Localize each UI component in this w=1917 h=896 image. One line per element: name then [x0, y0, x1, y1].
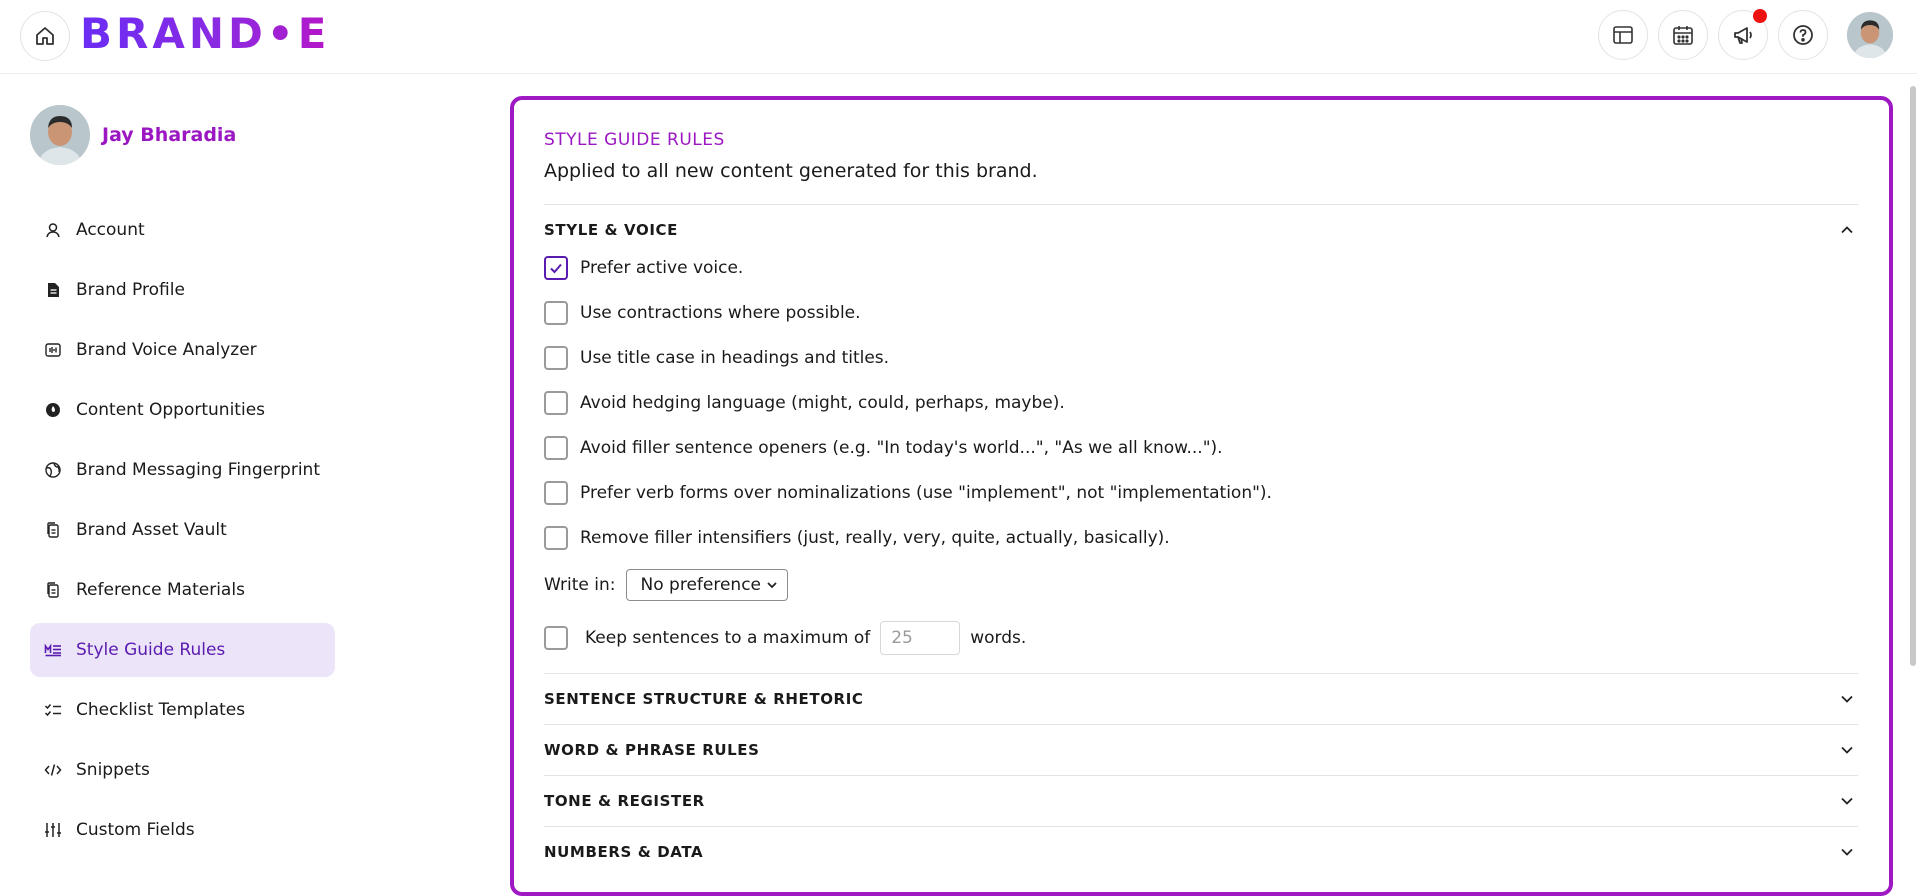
calendar-icon — [1671, 23, 1695, 47]
sidebar-item-label: Brand Voice Analyzer — [76, 340, 257, 360]
globe-icon — [44, 461, 62, 479]
sliders-icon — [44, 821, 62, 839]
rule-checkbox[interactable] — [544, 481, 568, 505]
sidebar-item-label: Custom Fields — [76, 820, 195, 840]
sidebar-item-label: Reference Materials — [76, 580, 245, 600]
rule-checkbox[interactable] — [544, 256, 568, 280]
page-eyebrow: STYLE GUIDE RULES — [544, 130, 725, 150]
profile-block[interactable] — [30, 105, 236, 165]
code-icon — [44, 761, 62, 779]
rule-label: Use title case in headings and titles. — [580, 347, 890, 368]
rule-checkbox[interactable] — [544, 346, 568, 370]
sidebar-item-brand-messaging-fingerprint[interactable] — [30, 443, 335, 497]
section-title: TONE & REGISTER — [544, 792, 705, 810]
help-button[interactable] — [1778, 10, 1828, 60]
sidebar-item-label: Brand Messaging Fingerprint — [76, 460, 321, 480]
chevron-down-icon — [765, 578, 779, 592]
sidebar-item-content-opportunities[interactable] — [30, 383, 335, 437]
check-icon — [548, 260, 564, 276]
scrollbar-thumb[interactable] — [1910, 86, 1916, 666]
rule-row[interactable] — [544, 290, 1858, 335]
sidebar-item-custom-fields[interactable] — [30, 803, 335, 857]
rule-checkbox[interactable] — [544, 391, 568, 415]
chevron-down-icon[interactable] — [1838, 741, 1856, 759]
write-in-select[interactable] — [626, 569, 788, 601]
sidebar-item-snippets[interactable] — [30, 743, 335, 797]
markdown-icon — [44, 641, 62, 659]
section-header-sentence-structure[interactable] — [544, 674, 1858, 724]
user-icon — [44, 221, 62, 239]
max-sentence-prefix: Keep sentences to a maximum of — [585, 627, 871, 648]
rule-label: Prefer verb forms over nominalizations (use "implement", not "implementation"). — [580, 482, 1272, 503]
layout-button[interactable] — [1598, 10, 1648, 60]
sidebar — [0, 75, 360, 862]
calendar-button[interactable] — [1658, 10, 1708, 60]
document-icon — [44, 281, 62, 299]
style-voice-rules — [544, 245, 1858, 665]
avatar[interactable] — [30, 105, 90, 165]
sidebar-nav — [30, 203, 335, 863]
max-sentence-suffix: words. — [970, 627, 1027, 648]
rule-checkbox[interactable] — [544, 436, 568, 460]
rule-row[interactable] — [544, 335, 1858, 380]
sidebar-item-label: Checklist Templates — [76, 700, 246, 720]
files-icon — [44, 581, 62, 599]
sidebar-item-label: Brand Asset Vault — [76, 520, 227, 540]
rule-checkbox[interactable] — [544, 301, 568, 325]
avatar-image — [30, 105, 90, 165]
sidebar-item-label: Account — [76, 220, 145, 240]
files-icon — [44, 521, 62, 539]
notification-dot — [1753, 9, 1767, 23]
sidebar-item-style-guide-rules[interactable] — [30, 623, 335, 677]
sidebar-item-account[interactable] — [30, 203, 335, 257]
chevron-down-icon[interactable] — [1838, 690, 1856, 708]
chevron-down-icon[interactable] — [1838, 843, 1856, 861]
sidebar-item-brand-asset-vault[interactable] — [30, 503, 335, 557]
sidebar-item-brand-profile[interactable] — [30, 263, 335, 317]
top-bar — [0, 0, 1917, 74]
checklist-icon — [44, 701, 62, 719]
max-sentence-row — [544, 610, 1858, 665]
write-in-label: Write in: — [544, 575, 616, 595]
rule-label: Avoid filler sentence openers (e.g. "In today's world...", "As we all know..."). — [580, 437, 1223, 458]
sidebar-item-label: Content Opportunities — [76, 400, 266, 420]
home-button[interactable] — [20, 11, 70, 61]
rule-label: Use contractions where possible. — [580, 302, 861, 323]
home-icon — [33, 24, 57, 48]
rule-label: Avoid hedging language (might, could, perhaps, maybe). — [580, 392, 1065, 413]
max-sentence-checkbox[interactable] — [544, 626, 568, 650]
sidebar-item-label: Snippets — [76, 760, 150, 780]
rule-row[interactable] — [544, 470, 1858, 515]
megaphone-icon — [1731, 23, 1755, 47]
sidebar-item-checklist-templates[interactable] — [30, 683, 335, 737]
write-in-row — [544, 560, 1858, 610]
sidebar-item-brand-voice-analyzer[interactable] — [30, 323, 335, 377]
sidebar-item-reference-materials[interactable] — [30, 563, 335, 617]
write-in-value: No preference — [640, 575, 762, 595]
avatar-image — [1847, 12, 1893, 58]
section-title: WORD & PHRASE RULES — [544, 741, 760, 759]
profile-name[interactable]: Jay Bharadia — [102, 124, 237, 146]
rule-checkbox[interactable] — [544, 526, 568, 550]
layout-icon — [1611, 23, 1635, 47]
page-scrollbar[interactable] — [1909, 74, 1917, 674]
rule-row[interactable] — [544, 380, 1858, 425]
section-title: NUMBERS & DATA — [544, 843, 704, 861]
section-header-word-phrase[interactable] — [544, 725, 1858, 775]
brand-logo[interactable]: BRAND•E — [80, 9, 331, 58]
section-title: SENTENCE STRUCTURE & RHETORIC — [544, 690, 864, 708]
sidebar-item-label: Brand Profile — [76, 280, 185, 300]
style-guide-card — [510, 96, 1893, 896]
waveform-icon — [44, 341, 62, 359]
rule-row[interactable] — [544, 515, 1858, 560]
help-icon — [1791, 23, 1815, 47]
chevron-down-icon[interactable] — [1838, 792, 1856, 810]
rule-row[interactable] — [544, 425, 1858, 470]
section-header-numbers-data[interactable] — [544, 827, 1858, 877]
user-avatar-top[interactable] — [1847, 12, 1893, 58]
rule-row[interactable] — [544, 245, 1858, 290]
page-subtitle: Applied to all new content generated for this brand. — [544, 160, 1038, 182]
chevron-up-icon[interactable] — [1838, 221, 1856, 239]
opportunity-icon — [44, 401, 62, 419]
rule-label: Remove filler intensifiers (just, really, very, quite, actually, basically). — [580, 527, 1170, 548]
section-title: STYLE & VOICE — [544, 221, 678, 239]
section-header-tone-register[interactable] — [544, 776, 1858, 826]
max-words-input[interactable]: 25 — [880, 621, 960, 655]
rule-label: Prefer active voice. — [580, 257, 744, 278]
sidebar-item-label: Style Guide Rules — [76, 640, 226, 660]
